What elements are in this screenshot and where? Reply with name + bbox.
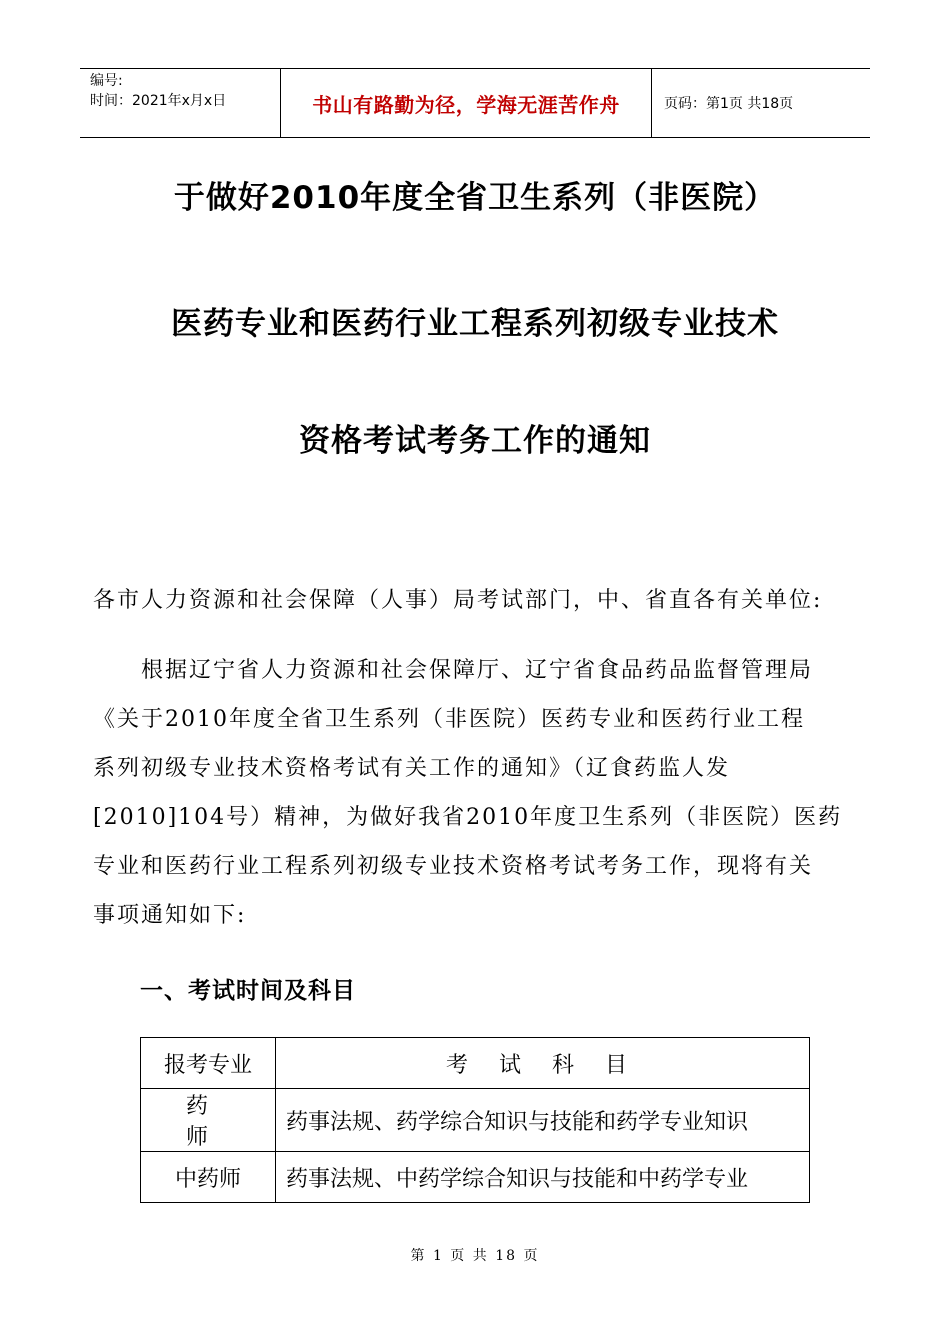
title-line-1: 于做好2010年度全省卫生系列（非医院） [173,180,777,216]
document-number-label: 编号: [90,73,123,89]
header-band [80,68,870,138]
body-line: 系列初级专业技术资格考试有关工作的通知》（辽食药监人发 [93,756,731,781]
section-heading: 一、考试时间及科目 [140,978,356,1004]
title-line-3: 资格考试考务工作的通知 [299,423,651,459]
header-page-info: 页码：第1页 共18页 [664,96,794,112]
body-paragraph [93,646,863,940]
exam-table [140,1037,810,1203]
body-line: 根据辽宁省人力资源和社会保障厅、辽宁省食品药品监督管理局 [93,658,814,683]
table-cell: 中药师 [141,1152,276,1203]
table-cell: 药 师 [141,1089,276,1152]
header-motto: 书山有路勤为径，学海无涯苦作舟 [280,69,652,137]
table-row [141,1089,810,1152]
salutation: 各市人力资源和社会保障（人事）局考试部门，中、省直各有关单位: [93,588,823,613]
table-header-row [141,1038,810,1089]
title-line-2: 医药专业和医药行业工程系列初级专业技术 [171,306,779,342]
table-row [141,1152,810,1203]
page-footer: 第 1 页 共 18 页 [410,1248,540,1264]
body-line: 《关于2010年度全省卫生系列（非医院）医药专业和医药行业工程 [93,707,805,732]
table-cell: 药事法规、药学综合知识与技能和药学专业知识 [276,1089,810,1152]
body-line: 事项通知如下: [93,903,247,928]
body-line: 专业和医药行业工程系列初级专业技术资格考试考务工作，现将有关 [93,854,814,879]
body-line: [2010]104号）精神，为做好我省2010年度卫生系列（非医院）医药 [93,805,843,830]
document-time-label: 时间：2021年x月x日 [90,93,227,109]
table-cell: 药事法规、中药学综合知识与技能和中药学专业 [276,1152,810,1203]
header-meta [80,69,280,137]
table-header-cell: 考 试 科 目 [276,1038,810,1089]
table-header-cell: 报考专业 [141,1038,276,1089]
